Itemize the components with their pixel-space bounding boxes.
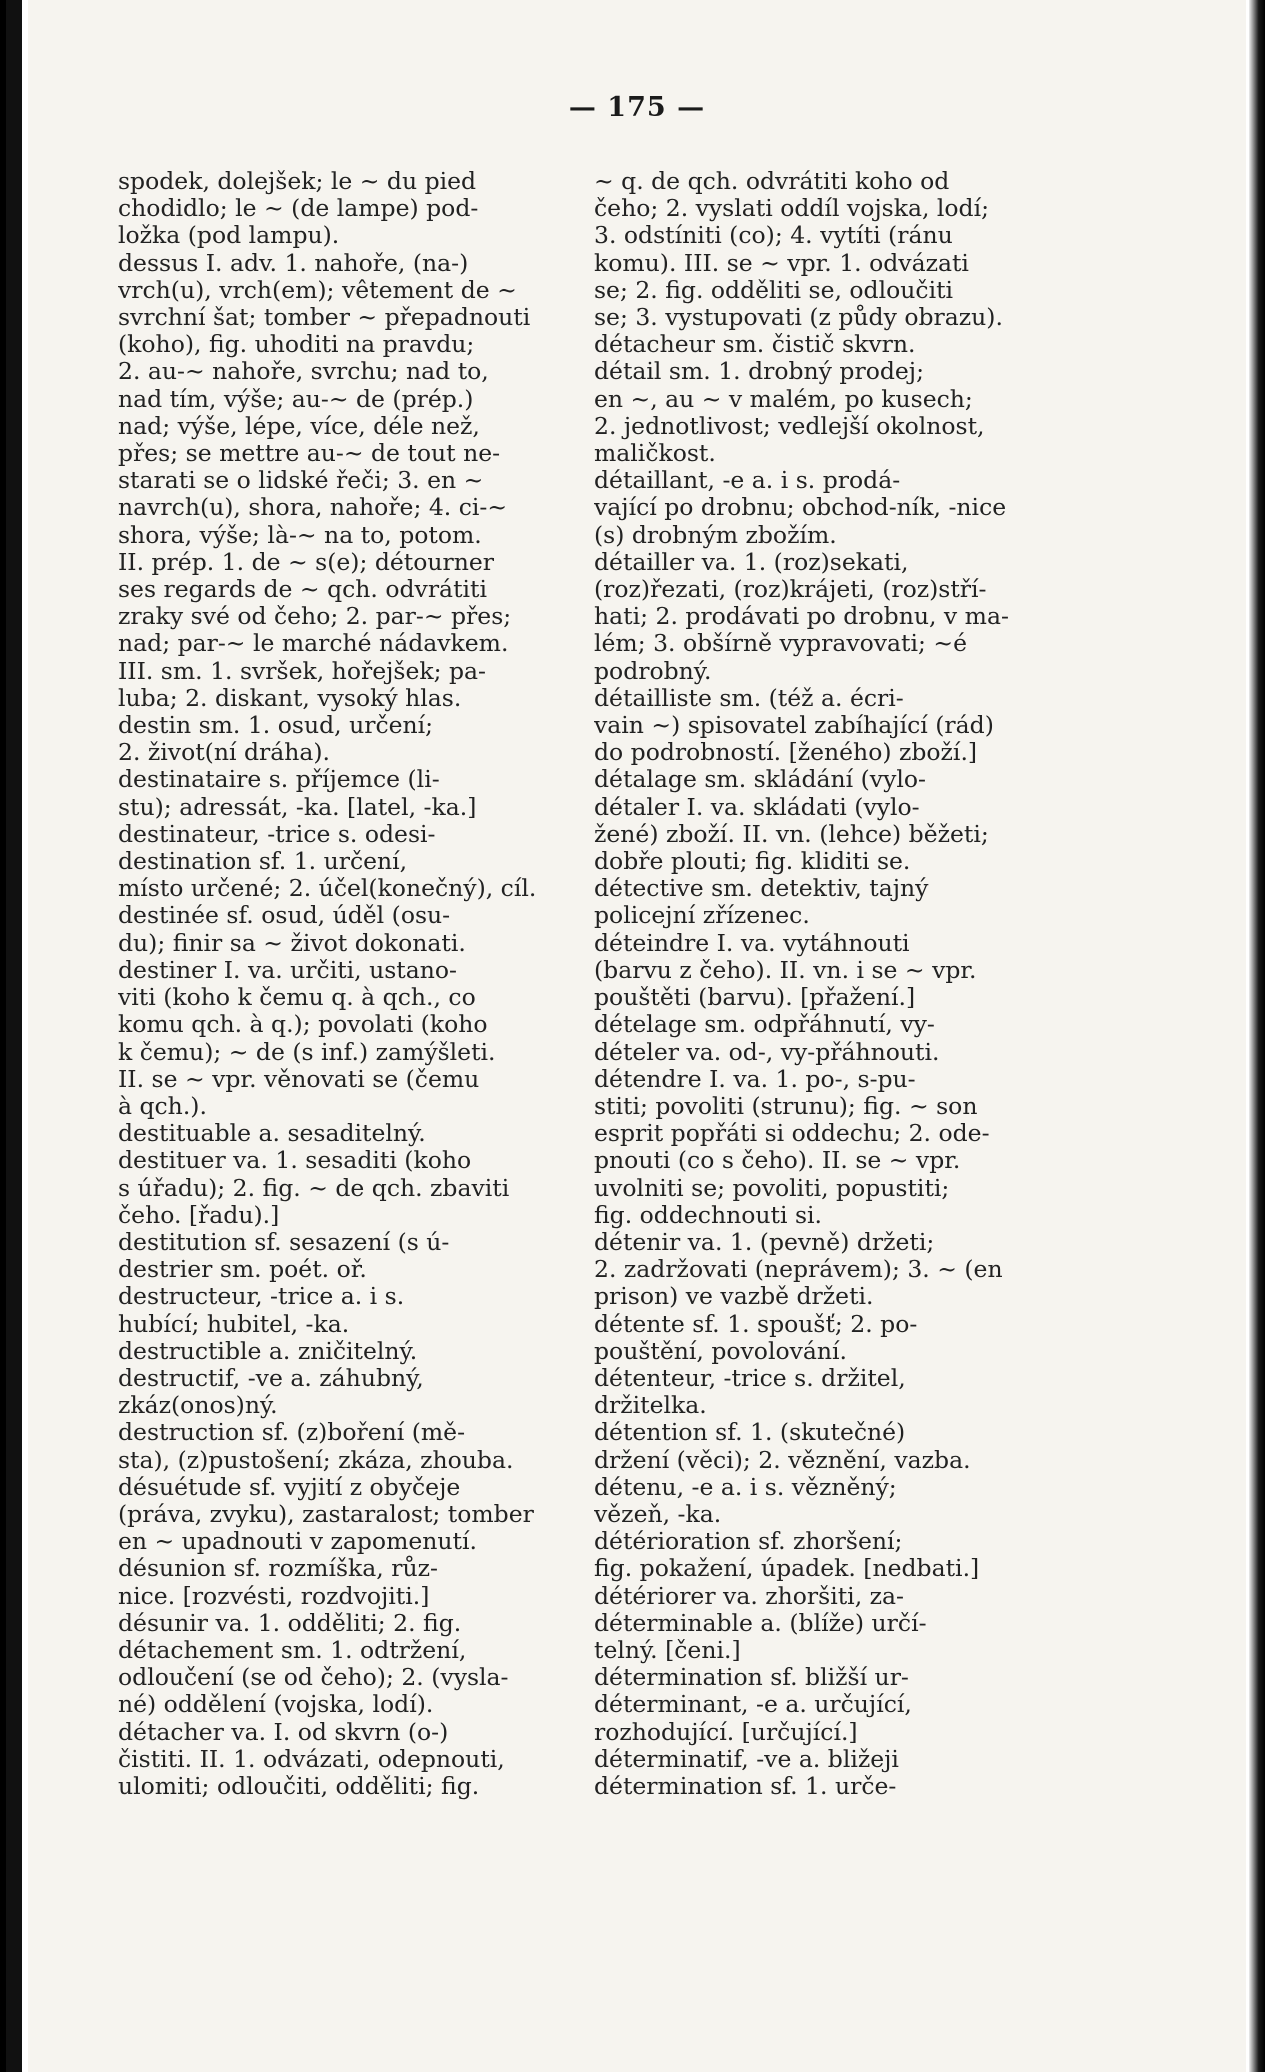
dictionary-line: destituable a. sesaditelný. bbox=[118, 1120, 426, 1148]
dictionary-page bbox=[28, 0, 1246, 2072]
dictionary-line: (roz)řezati, (roz)krájeti, (roz)stří- bbox=[594, 576, 987, 604]
dictionary-line: odloučení (se od čeho); 2. (vysla- bbox=[118, 1664, 509, 1692]
dictionary-line: 2. zadržovati (neprávem); 3. ~ (en bbox=[594, 1256, 1003, 1284]
dictionary-line: détention sf. 1. (skutečné) bbox=[594, 1419, 906, 1447]
dictionary-line: déterminant, -e a. určující, bbox=[594, 1691, 912, 1719]
dictionary-line: destinataire s. příjemce (li- bbox=[118, 766, 440, 794]
dictionary-line: détective sm. detektiv, tajný bbox=[594, 875, 929, 903]
dictionary-line: (barvu z čeho). II. vn. i se ~ vpr. bbox=[594, 956, 977, 984]
dictionary-line: dételer va. od-, vy-přáhnouti. bbox=[594, 1038, 940, 1066]
scan-left-bleed bbox=[0, 0, 6, 2072]
dictionary-line: pouštěti (barvu). [přažení.] bbox=[594, 984, 916, 1012]
dictionary-line: détachement sm. 1. odtržení, bbox=[118, 1636, 467, 1664]
dictionary-line: destitution sf. sesazení (s ú- bbox=[118, 1228, 450, 1256]
dictionary-line: podrobný. bbox=[594, 657, 712, 685]
dictionary-line: détendre I. va. 1. po-, s-pu- bbox=[594, 1065, 916, 1093]
dictionary-line: ses regards de ~ qch. odvrátiti bbox=[118, 576, 487, 604]
dictionary-line: détenteur, -trice s. držitel, bbox=[594, 1364, 906, 1392]
dictionary-line: III. sm. 1. svršek, hořejšek; pa- bbox=[118, 657, 486, 685]
dictionary-line: détérioration sf. zhoršení; bbox=[594, 1528, 903, 1556]
dictionary-line: détailler va. 1. (roz)sekati, bbox=[594, 548, 909, 576]
dictionary-line: nad tím, výše; au-~ de (prép.) bbox=[118, 385, 474, 413]
dictionary-line: 3. odstíniti (co); 4. vytíti (ránu bbox=[594, 222, 953, 250]
dictionary-line: détaillant, -e a. i s. prodá- bbox=[594, 467, 901, 495]
dictionary-line: sta), (z)pustošení; zkáza, zhouba. bbox=[118, 1446, 514, 1474]
dictionary-line: fig. oddechnouti si. bbox=[594, 1201, 822, 1229]
dictionary-line: policejní zřízenec. bbox=[594, 902, 810, 930]
dictionary-line: détailliste sm. (též a. écri- bbox=[594, 684, 904, 712]
dictionary-line: détente sf. 1. spoušť; 2. po- bbox=[594, 1310, 918, 1338]
dictionary-line: détermination sf. 1. urče- bbox=[594, 1772, 897, 1800]
dictionary-line: en ~ upadnouti v zapomenutí. bbox=[118, 1528, 477, 1556]
dictionary-line: dételage sm. odpřáhnutí, vy- bbox=[594, 1011, 935, 1039]
dictionary-line: II. prép. 1. de ~ s(e); détourner bbox=[118, 548, 495, 576]
dictionary-line: se; 2. fig. odděliti se, odloučiti bbox=[594, 276, 954, 304]
dictionary-line: maličkost. bbox=[594, 440, 716, 468]
dictionary-line: pouštění, povolování. bbox=[594, 1337, 848, 1365]
right-column bbox=[594, 168, 1064, 1800]
dictionary-line: shora, výše; là-~ na to, potom. bbox=[118, 521, 482, 549]
dictionary-line: zraky své od čeho; 2. par-~ přes; bbox=[118, 603, 512, 631]
dictionary-line: à qch.). bbox=[118, 1092, 207, 1120]
dictionary-line: détaler I. va. skládati (vylo- bbox=[594, 793, 920, 821]
dictionary-line: désuétude sf. vyjití z obyčeje bbox=[118, 1473, 461, 1501]
dictionary-line: déteindre I. va. vytáhnouti bbox=[594, 929, 910, 957]
dictionary-line: 2. život(ní dráha). bbox=[118, 739, 331, 767]
dictionary-line: se; 3. vystupovati (z půdy obrazu). bbox=[594, 304, 1003, 332]
dictionary-line: détenir va. 1. (pevně) držeti; bbox=[594, 1228, 935, 1256]
dictionary-line: détacheur sm. čistič skvrn. bbox=[594, 331, 916, 359]
dictionary-line: uvolniti se; povoliti, popustiti; bbox=[594, 1174, 950, 1202]
dictionary-line: ložka (pod lampu). bbox=[118, 222, 340, 250]
scan-right-edge bbox=[1249, 0, 1265, 2072]
dictionary-line: dobře plouti; fig. kliditi se. bbox=[594, 848, 911, 876]
dictionary-line: destituer va. 1. sesaditi (koho bbox=[118, 1147, 472, 1175]
dictionary-line: destin sm. 1. osud, určení; bbox=[118, 712, 434, 740]
dictionary-line: détalage sm. skládání (vylo- bbox=[594, 766, 926, 794]
dictionary-line: místo určené; 2. účel(konečný), cíl. bbox=[118, 875, 537, 903]
dictionary-line: starati se o lidské řeči; 3. en ~ bbox=[118, 467, 484, 495]
left-column bbox=[118, 168, 588, 1800]
dictionary-line: do podrobností. [ženého) zboží.] bbox=[594, 739, 978, 767]
dictionary-line: détail sm. 1. drobný prodej; bbox=[594, 358, 925, 386]
dictionary-line: vající po drobnu; obchod-ník, -nice bbox=[594, 494, 1007, 522]
dictionary-line: vrch(u), vrch(em); vêtement de ~ bbox=[118, 276, 517, 304]
dictionary-line: (koho), fig. uhoditi na pravdu; bbox=[118, 331, 475, 359]
dictionary-line: telný. [čeni.] bbox=[594, 1636, 741, 1664]
dictionary-line: vain ~) spisovatel zabíhající (rád) bbox=[594, 712, 994, 740]
dictionary-line: né) oddělení (vojska, lodí). bbox=[118, 1691, 434, 1719]
dictionary-line: destructif, -ve a. záhubný, bbox=[118, 1364, 424, 1392]
dictionary-line: pnouti (co s čeho). II. se ~ vpr. bbox=[594, 1147, 961, 1175]
dictionary-line: détériorer va. zhoršiti, za- bbox=[594, 1582, 904, 1610]
dictionary-line: spodek, dolejšek; le ~ du pied bbox=[118, 168, 477, 195]
dictionary-line: luba; 2. diskant, vysoký hlas. bbox=[118, 684, 462, 712]
dictionary-line: svrchní šat; tomber ~ přepadnouti bbox=[118, 304, 531, 332]
dictionary-line: détacher va. I. od skvrn (o-) bbox=[118, 1718, 449, 1746]
dictionary-line: détermination sf. bližší ur- bbox=[594, 1664, 909, 1692]
dictionary-line: zkáz(onos)ný. bbox=[118, 1392, 278, 1420]
dictionary-line: k čemu); ~ de (s inf.) zamýšleti. bbox=[118, 1038, 496, 1066]
dictionary-line: vězeň, -ka. bbox=[594, 1500, 722, 1528]
dictionary-line: désunir va. 1. odděliti; 2. fig. bbox=[118, 1609, 462, 1637]
dictionary-line: s úřadu); 2. fig. ~ de qch. zbaviti bbox=[118, 1174, 510, 1202]
dictionary-line: dessus I. adv. 1. nahoře, (na-) bbox=[118, 249, 469, 277]
dictionary-line: destination sf. 1. určení, bbox=[118, 848, 408, 876]
dictionary-line: fig. pokažení, úpadek. [nedbati.] bbox=[594, 1555, 980, 1583]
dictionary-line: destinée sf. osud, úděl (osu- bbox=[118, 902, 451, 930]
dictionary-line: rozhodující. [určující.] bbox=[594, 1718, 858, 1746]
dictionary-line: destinateur, -trice s. odesi- bbox=[118, 820, 436, 848]
dictionary-line: prison) ve vazbě držeti. bbox=[594, 1283, 874, 1311]
dictionary-line: II. se ~ vpr. věnovati se (čemu bbox=[118, 1065, 480, 1093]
dictionary-line: držení (věci); 2. věznění, vazba. bbox=[594, 1446, 971, 1474]
dictionary-line: nad; výše, lépe, více, déle než, bbox=[118, 412, 480, 440]
dictionary-line: žené) zboží. II. vn. (lehce) běžeti; bbox=[594, 820, 989, 848]
dictionary-line: komu qch. à q.); povolati (koho bbox=[118, 1011, 488, 1039]
dictionary-line: esprit popřáti si oddechu; 2. ode- bbox=[594, 1120, 990, 1148]
dictionary-line: en ~, au ~ v malém, po kusech; bbox=[594, 385, 973, 413]
page-number: — 175 — bbox=[568, 92, 706, 123]
dictionary-line: přes; se mettre au-~ de tout ne- bbox=[118, 440, 501, 468]
dictionary-line: navrch(u), shora, nahoře; 4. ci-~ bbox=[118, 494, 508, 522]
dictionary-line: viti (koho k čemu q. à qch., co bbox=[118, 984, 476, 1012]
dictionary-line: chodidlo; le ~ (de lampe) pod- bbox=[118, 195, 479, 223]
dictionary-line: désunion sf. rozmíška, růz- bbox=[118, 1555, 438, 1583]
dictionary-line: destrier sm. poét. oř. bbox=[118, 1256, 367, 1284]
dictionary-line: čeho. [řadu).] bbox=[118, 1201, 280, 1229]
dictionary-line: destruction sf. (z)boření (mě- bbox=[118, 1419, 466, 1447]
dictionary-line: držitelka. bbox=[594, 1392, 707, 1420]
dictionary-line: čistiti. II. 1. odvázati, odepnouti, bbox=[118, 1745, 505, 1773]
dictionary-line: hati; 2. prodávati po drobnu, v ma- bbox=[594, 603, 1009, 631]
dictionary-line: stiti; povoliti (strunu); fig. ~ son bbox=[594, 1092, 978, 1120]
dictionary-line: ulomiti; odloučiti, odděliti; fig. bbox=[118, 1772, 480, 1800]
dictionary-line: destiner I. va. určiti, ustano- bbox=[118, 956, 457, 984]
dictionary-line: détenu, -e a. i s. vězněný; bbox=[594, 1473, 897, 1501]
dictionary-line: du); finir sa ~ život dokonati. bbox=[118, 929, 466, 957]
dictionary-line: komu). III. se ~ vpr. 1. odvázati bbox=[594, 249, 969, 277]
dictionary-line: 2. au-~ nahoře, svrchu; nad to, bbox=[118, 358, 489, 386]
dictionary-line: čeho; 2. vyslati oddíl vojska, lodí; bbox=[594, 195, 990, 223]
dictionary-line: déterminatif, -ve a. bližeji bbox=[594, 1745, 899, 1773]
dictionary-line: lém; 3. obšírně vypravovati; ~é bbox=[594, 630, 967, 658]
dictionary-line: (práva, zvyku), zastaralost; tomber bbox=[118, 1500, 534, 1528]
dictionary-line: déterminable a. (blíže) určí- bbox=[594, 1609, 927, 1637]
dictionary-line: hubící; hubitel, -ka. bbox=[118, 1310, 350, 1338]
dictionary-line: nice. [rozvésti, rozdvojiti.] bbox=[118, 1582, 430, 1610]
dictionary-line: destructeur, -trice a. i s. bbox=[118, 1283, 405, 1311]
dictionary-line: stu); adressát, -ka. [latel, -ka.] bbox=[118, 793, 477, 821]
dictionary-line: destructible a. zničitelný. bbox=[118, 1337, 418, 1365]
dictionary-line: ~ q. de qch. odvrátiti koho od bbox=[594, 168, 950, 195]
dictionary-line: nad; par-~ le marché nádavkem. bbox=[118, 630, 509, 658]
dictionary-line: 2. jednotlivost; vedlejší okolnost, bbox=[594, 412, 985, 440]
dictionary-line: (s) drobným zbožím. bbox=[594, 521, 837, 549]
